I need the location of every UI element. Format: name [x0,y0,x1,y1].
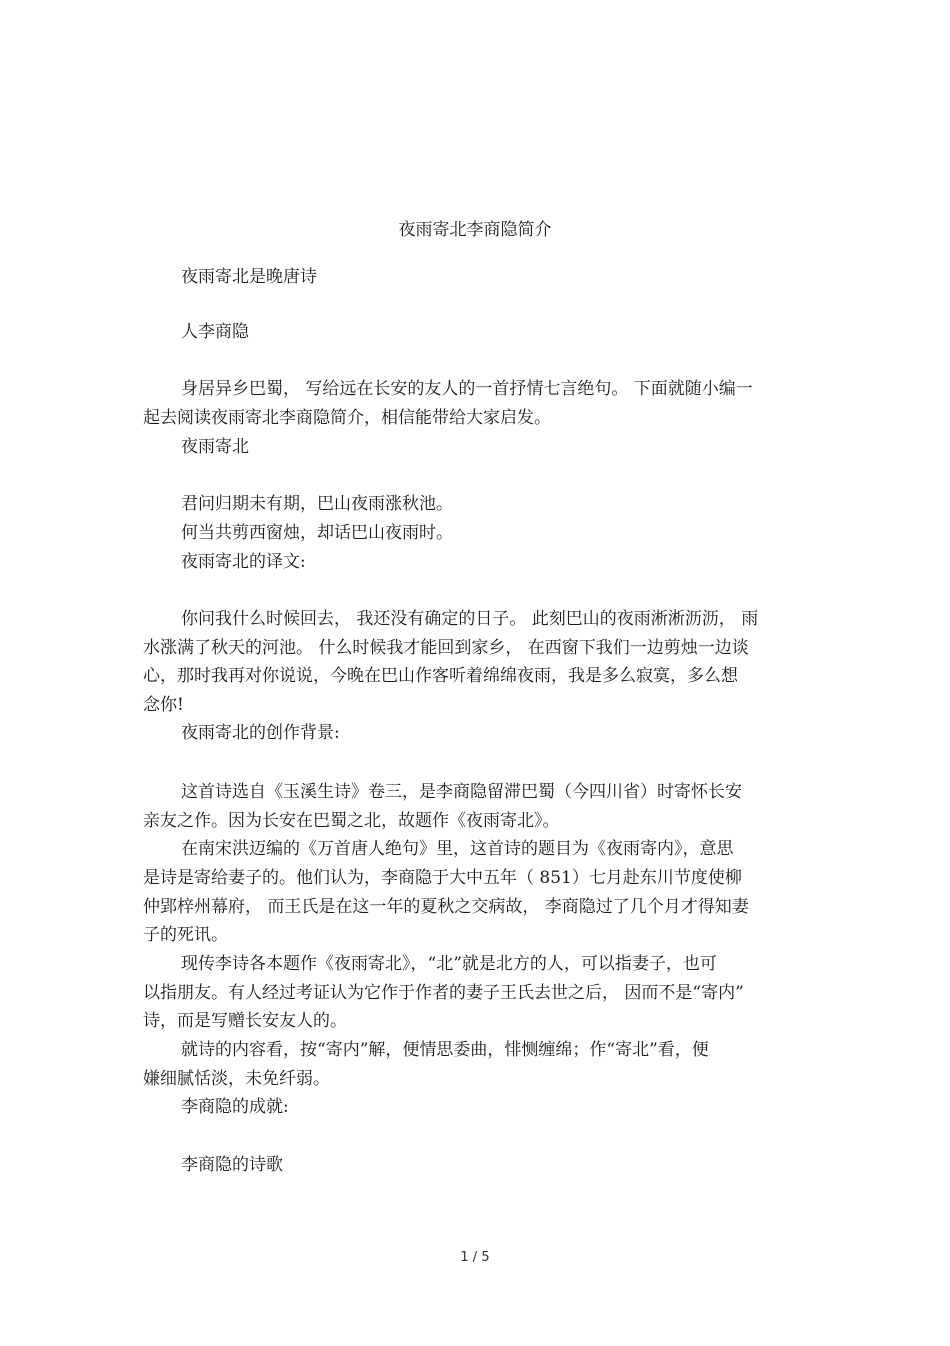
text-line: 是诗是寄给妻子的。他们认为，李商隐于大中五年（ 851）七月赴东川节度使柳 [143,868,742,888]
page-title: 夜雨寄北李商隐简介 [398,220,552,240]
text-line: 嫌细腻恬淡，未免纤弱。 [143,1069,330,1089]
text-line: 子的死讯。 [143,925,228,945]
text-line: 起去阅读夜雨寄北李商隐简介，相信能带给大家启发。 [143,408,551,428]
text-line: 水涨满了秋天的河池。 什么时候我才能回到家乡， 在西窗下我们一边剪烛一边谈 [143,638,749,658]
text-line: 夜雨寄北的创作背景: [181,723,340,743]
text-line: 夜雨寄北的译文: [181,552,306,572]
text-line: 仲郢梓州幕府， 而王氏是在这一年的夏秋之交病故， 李商隐过了几个月才得知妻 [143,897,749,917]
text-line: 你问我什么时候回去， 我还没有确定的日子。 此刻巴山的夜雨淅淅沥沥， 雨 [181,609,759,629]
text-line: 以指朋友。有人经过考证认为它作于作者的妻子王氏去世之后， 因而不是“寄内” [143,983,744,1003]
text-line: 念你! [143,695,184,715]
text-line: 诗，而是写赠长安友人的。 [143,1011,347,1031]
text-line: 在南宋洪迈编的《万首唐人绝句》里，这首诗的题目为《夜雨寄内》，意思 [181,839,734,859]
page-number: 1 / 5 [460,1250,490,1265]
text-line: 夜雨寄北是晚唐诗 [181,267,317,287]
text-line: 李商隐的诗歌 [181,1155,283,1175]
text-line: 心，那时我再对你说说，今晚在巴山作客听着绵绵夜雨，我是多么寂寞，多么想 [143,666,738,686]
text-line: 就诗的内容看，按“寄内”解，便情思委曲，悱恻缠绵；作“寄北”看，便 [181,1040,709,1060]
text-line: 这首诗选自《玉溪生诗》卷三，是李商隐留滞巴蜀（今四川省）时寄怀长安 [181,782,742,802]
text-line: 夜雨寄北 [181,437,249,457]
text-line: 何当共剪西窗烛，却话巴山夜雨时。 [181,523,453,543]
text-line: 身居异乡巴蜀， 写给远在长安的友人的一首抒情七言绝句。 下面就随小编一 [181,379,753,399]
text-line: 君问归期未有期，巴山夜雨涨秋池。 [181,494,453,514]
text-line: 现传李诗各本题作《夜雨寄北》，“北”就是北方的人，可以指妻子，也可 [181,954,717,974]
text-line: 李商隐的成就: [181,1097,289,1117]
text-line: 亲友之作。因为长安在巴蜀之北，故题作《夜雨寄北》。 [143,811,560,831]
text-line: 人李商隐 [181,322,249,342]
